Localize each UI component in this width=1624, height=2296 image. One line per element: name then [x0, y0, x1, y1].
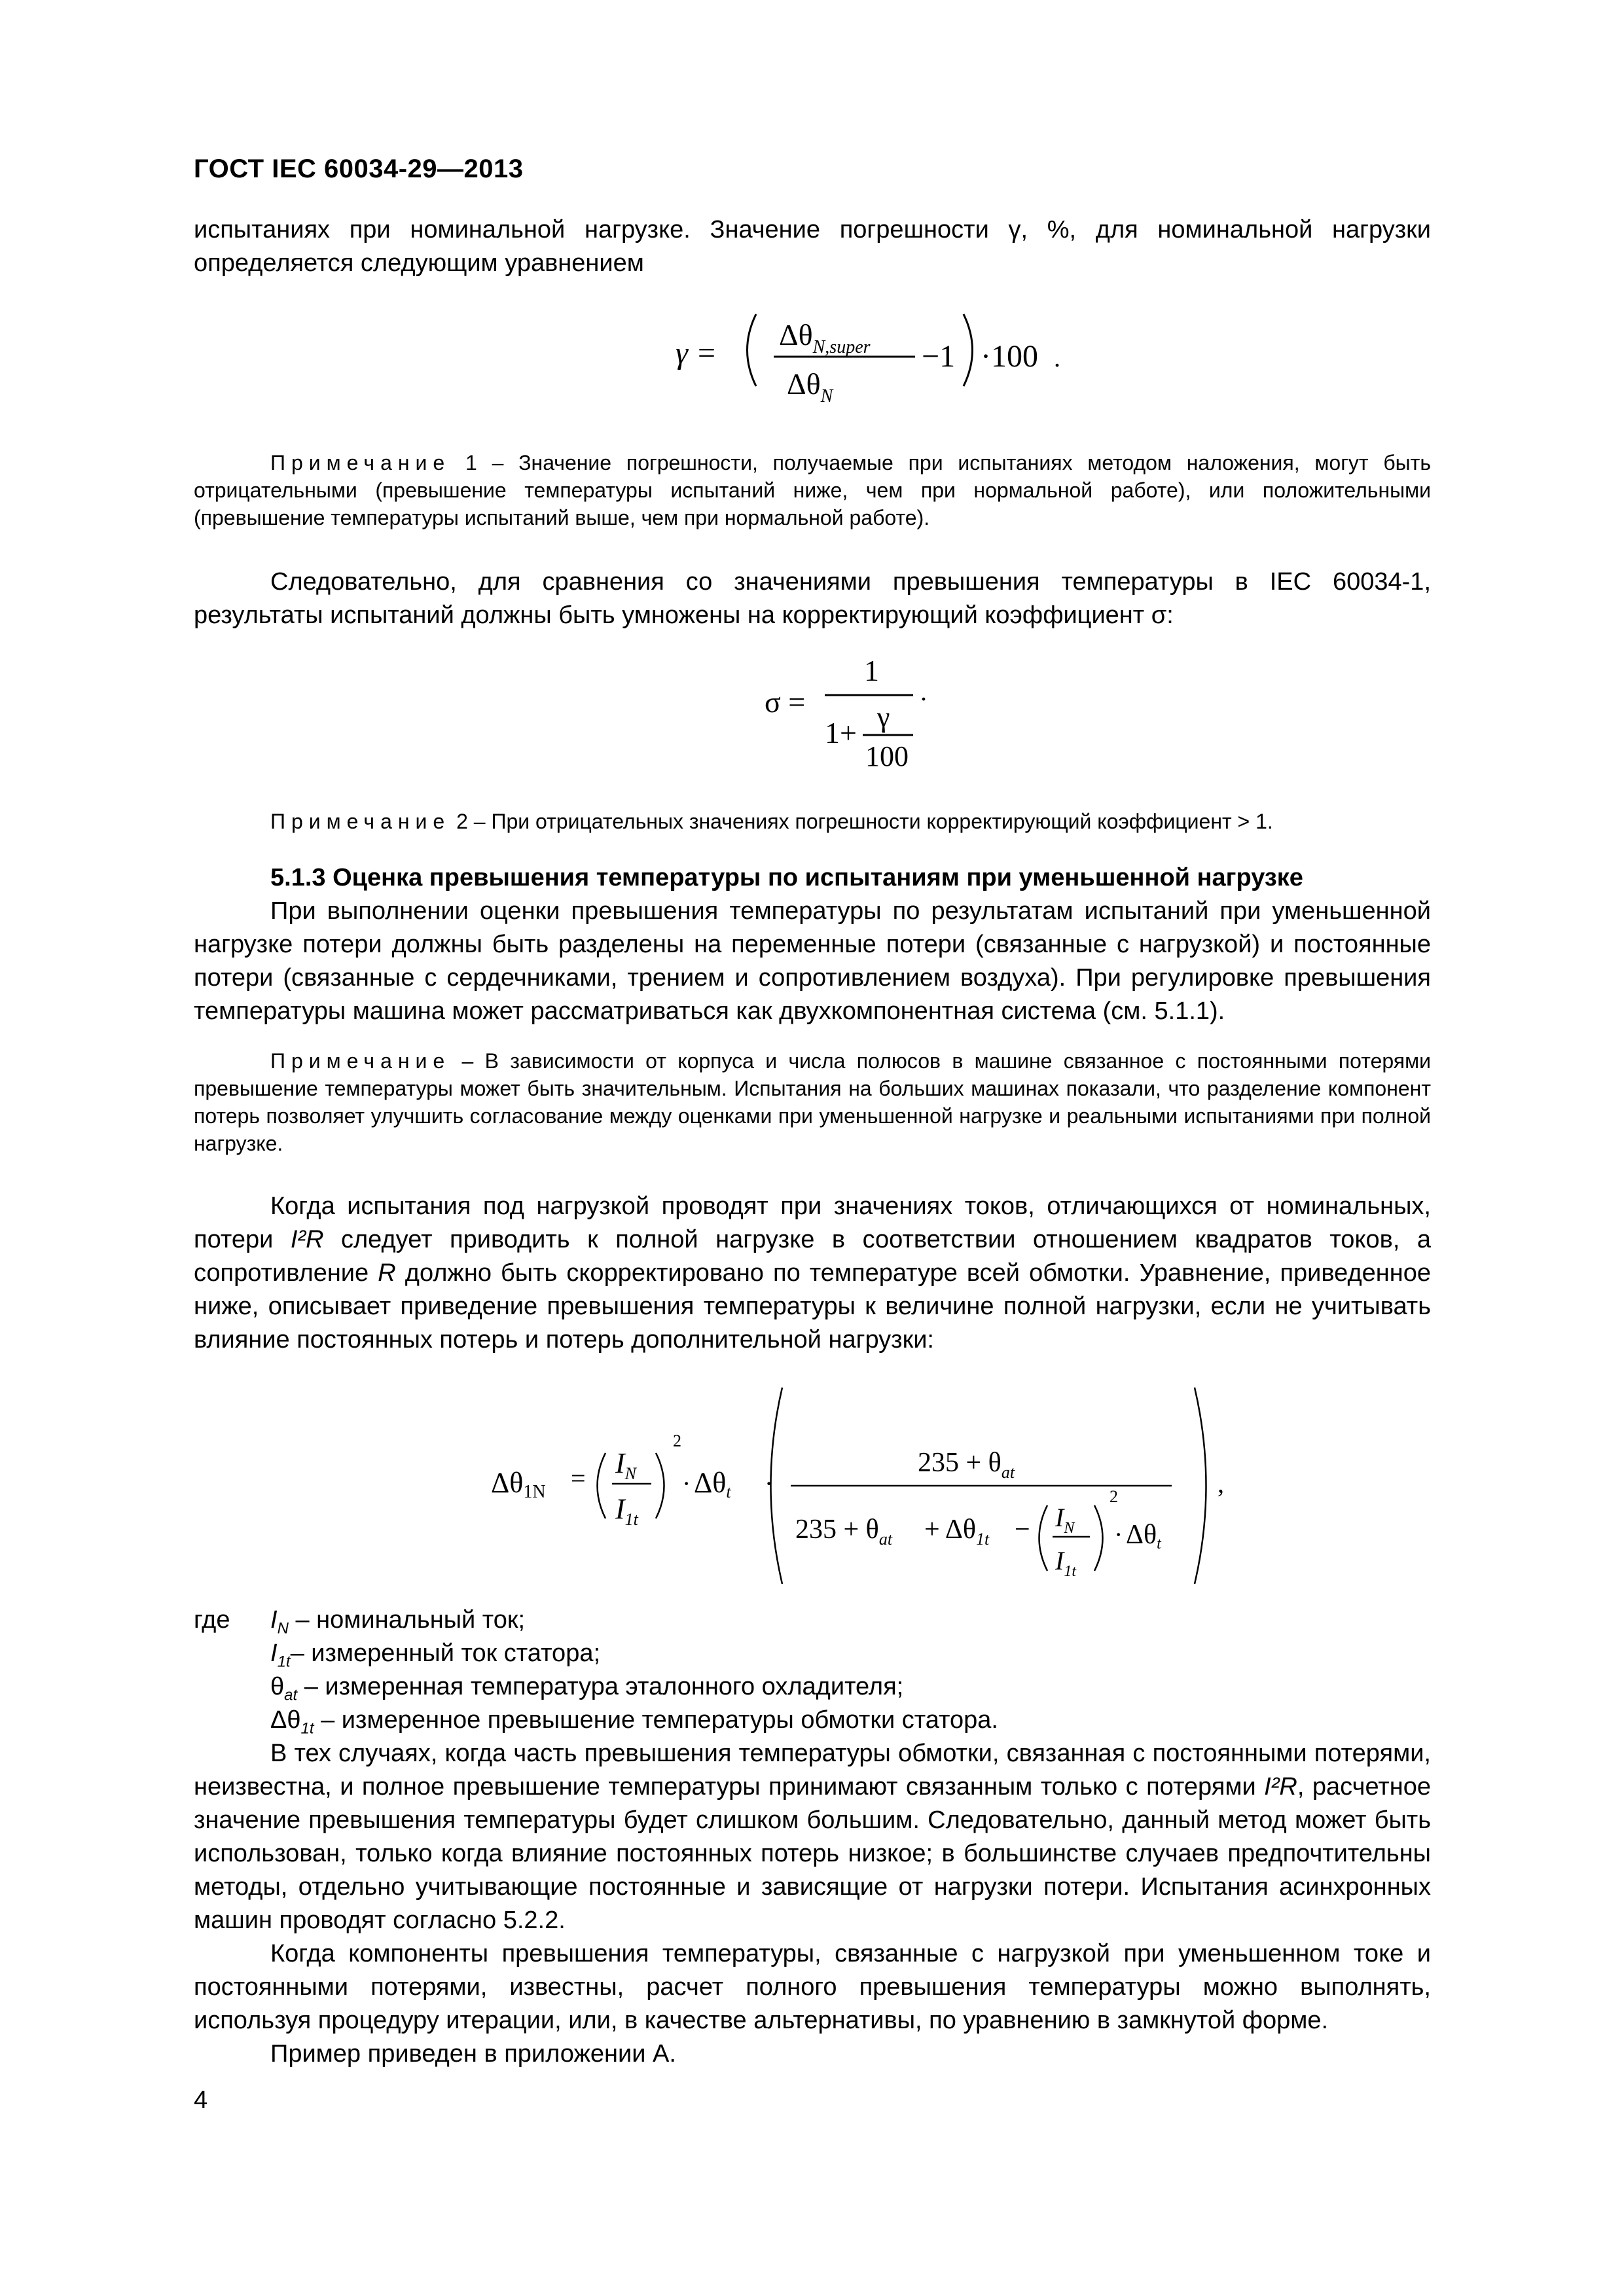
eq1-numer: $\Delta\theta_{N,super}$: [779, 318, 871, 357]
eq3-I1t-2: $I_{1t}$: [1055, 1546, 1076, 1580]
paragraph-correction-text: Следовательно, для сравнения со значениями превышения температуры в IEC 60034-1, результаты испытаний должны быть умножены на корректирующий коэффициент σ:: [194, 568, 1431, 629]
closing-paragraphs: [194, 1737, 1431, 2071]
where-word: где: [194, 1606, 230, 1634]
eq1-minus-one: −1: [922, 339, 956, 374]
para4-part2: следует приводить к полной нагрузке в соответствии отношением квадратов токов, а сопротивление: [194, 1226, 1432, 1287]
paragraph-correction: [194, 565, 1431, 632]
paragraph-iteration: Когда компоненты превышения температуры, связанные с нагрузкой при уменьшенном токе и постоянными потерями, известны, расчет полного превышения температуры можно выполнять, используя процедуру итерации, или, в качестве альтернативы, по уравнению в замкнутой форме.: [194, 1940, 1431, 2034]
eq2-one-plus: 1+: [825, 716, 857, 749]
eq3-dot-2: ·: [765, 1469, 774, 1498]
eq2-lhs: σ =: [765, 685, 806, 719]
where-row-1: [194, 1604, 1431, 1637]
equation-error-gamma: [661, 268, 1067, 425]
eq1-lhs: γ =: [676, 336, 717, 370]
def-theta-at: $\theta_{at}$ – измеренная температура эталонного охладителя;: [270, 1673, 904, 1704]
eq3-numerator: $235 + \theta_{at}$: [918, 1448, 1015, 1482]
note-1-label: Примечание: [270, 451, 451, 475]
eq3-paren-left-2: [1039, 1505, 1048, 1571]
eq1-left-paren: [748, 314, 757, 386]
note-2-label: Примечание: [270, 810, 451, 833]
section-5-1-3: [194, 861, 1431, 1028]
note-2-text: 2 – При отрицательных значениях погрешности корректирующий коэффициент > 1.: [456, 810, 1273, 833]
note-3: [194, 1047, 1431, 1157]
eq1-right-paren: [964, 314, 973, 386]
note-3-text: – В зависимости от корпуса и числа полюсов в машине связанное с постоянными потерями превышение температуры может быть значительным. Испытания на больших машинах показали, что разделение компонент потерь позволяет улучшить согласование между оценками при уменьшенной нагрузке и реальными испытаниями при полной нагрузке.: [194, 1049, 1431, 1155]
equation-full-load-rise: [484, 1374, 1257, 1597]
note-1-text: 1 – Значение погрешности, получаемые при испытаниях методом наложения, могут быть отрицательными (превышение температуры испытаний ниже, чем при нормальной работе), или положительными (превышение температуры испытаний выше, чем при нормальной работе).: [194, 451, 1432, 529]
document-header: ГОСТ IEC 60034-29—2013: [194, 154, 524, 183]
page-number: 4: [194, 2087, 208, 2114]
eq2-hundred: 100: [865, 740, 909, 772]
def-I1t: $I_{1t}-$ измеренный ток статора;: [270, 1640, 601, 1671]
eq1-times: ·100: [981, 339, 1038, 374]
note-2: [194, 808, 1431, 835]
paragraph-current-correction: [194, 1190, 1431, 1357]
note-1: [194, 449, 1431, 531]
where-row-4: [194, 1704, 1431, 1737]
eq3-I1t: $I_{1t}$: [615, 1493, 638, 1529]
eq2-numer: 1: [864, 654, 879, 687]
def-IN: $I_N$ – номинальный ток;: [270, 1606, 526, 1638]
eq3-square-1: 2: [673, 1431, 681, 1450]
paragraph-constant-losses: В тех случаях, когда часть превышения температуры обмотки, связанная с постоянными потерями, неизвестна, и полное превышение температуры принимают связанным только с потерями I²R, расчетное значение превышения температуры будет слишком большим. Следовательно, данный метод может быть использован, только когда влияние постоянных потерь низкое; в большинстве случаев предпочтительны методы, отдельно учитывающие постоянные и зависящие от нагрузки потери. Испытания асинхронных машин проводят согласно 5.2.2.: [194, 1740, 1431, 1934]
paragraph-example-ref: Пример приведен в приложении А.: [270, 2040, 676, 2068]
eq1-end: .: [1054, 343, 1060, 372]
where-row-3: [194, 1670, 1431, 1704]
eq1-denom: $\Delta\theta_N$: [787, 367, 833, 406]
eq3-dtheta-t: Δθt: [694, 1467, 731, 1501]
eq2-end: .: [920, 677, 927, 706]
eq3-den-b: + $\Delta\theta_{1t}$: [924, 1515, 990, 1549]
para4-part1: Когда испытания под нагрузкой проводят при значениях токов, отличающихся от номинальных, потери: [194, 1193, 1431, 1253]
eq3-dot-1: ·: [682, 1469, 691, 1498]
note-3-label: Примечание: [270, 1049, 451, 1073]
para4-i2r: I²R: [290, 1226, 324, 1253]
paragraph-reduced-load: При выполнении оценки превышения температуры по результатам испытаний при уменьшенной нагрузке потери должны быть разделены на переменные потери (связанные с нагрузкой) и постоянные потери (связанные с сердечниками, трением и сопротивлением воздуха). При регулировке превышения температуры машина может рассматриваться как двухкомпонентная система (см. 5.1.1).: [194, 897, 1431, 1025]
eq3-dot-3: ·: [1114, 1520, 1123, 1549]
section-title: 5.1.3 Оценка превышения температуры по испытаниям при уменьшенной нагрузке: [270, 864, 1303, 891]
eq3-den-a: $235 + \theta_{at}$: [795, 1515, 893, 1549]
eq3-square-2: 2: [1110, 1487, 1118, 1506]
eq3-den-minus: −: [1015, 1515, 1030, 1545]
para4-r: R: [378, 1259, 396, 1287]
paragraph-intro-text: испытаниях при номинальной нагрузке. Значение погрешности γ, %, для номинальной нагрузки определяется следующим уравнением: [194, 216, 1431, 277]
eq3-comma: ,: [1218, 1469, 1224, 1498]
eq3-equals: =: [571, 1463, 586, 1493]
eq3-paren-right-1: [656, 1453, 664, 1518]
eq3-IN: $I_N$: [615, 1447, 636, 1483]
eq3-paren-left-1: [598, 1453, 606, 1518]
para4-part3: должно быть скорректировано по температуре всей обмотки. Уравнение, приведенное ниже, описывает приведение превышения температуры к величине полной нагрузки, если не учитывать влияние постоянных потерь и потерь дополнительной нагрузки:: [194, 1259, 1431, 1354]
eq2-gamma: γ: [877, 701, 890, 733]
eq3-lhs: Δθ1N: [491, 1467, 546, 1502]
eq3-big-paren-right: [1195, 1388, 1206, 1584]
eq3-IN-2: $I_N$: [1055, 1503, 1075, 1537]
equation-sigma: [753, 648, 962, 792]
def-dtheta-1t: $\Delta\theta_{1t}$ – измеренное превышение температуры обмотки статора.: [270, 1706, 998, 1738]
variable-definitions: [194, 1604, 1431, 1737]
where-row-2: [194, 1637, 1431, 1670]
eq3-dtheta-t-2: Δθt: [1126, 1520, 1161, 1552]
eq3-paren-right-2: [1094, 1505, 1103, 1571]
